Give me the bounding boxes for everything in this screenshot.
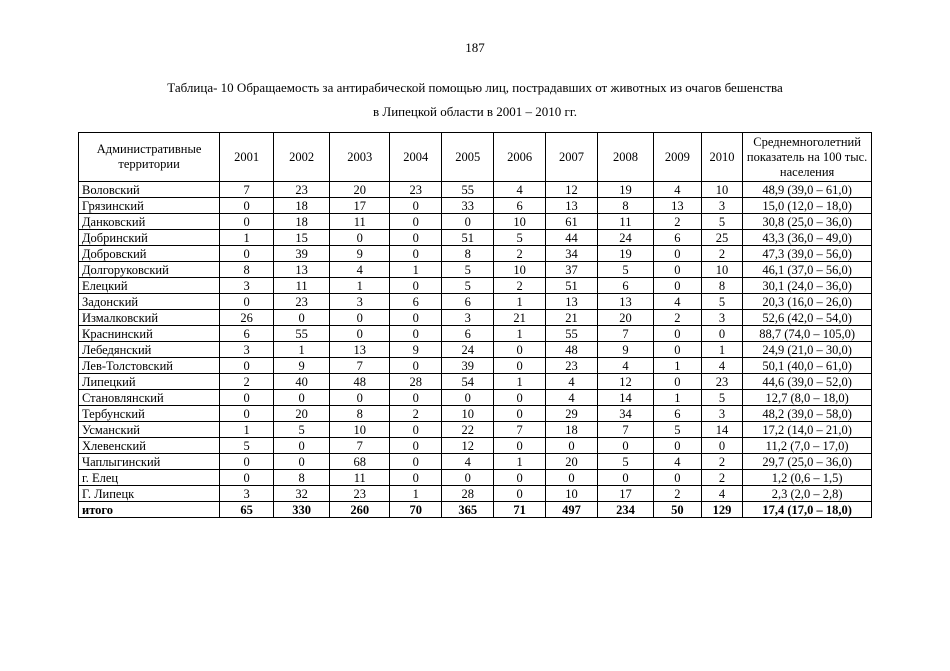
year-value-cell: 26 — [220, 310, 274, 326]
year-value-cell: 23 — [274, 182, 330, 198]
year-value-cell: 13 — [597, 294, 653, 310]
year-value-cell: 0 — [653, 278, 701, 294]
year-value-cell: 2 — [653, 310, 701, 326]
table-row — [79, 470, 872, 486]
territory-name-cell: Добринский — [79, 230, 220, 246]
territory-name-cell: Лебедянский — [79, 342, 220, 358]
year-value-cell: 24 — [597, 230, 653, 246]
year-value-cell: 5 — [494, 230, 546, 246]
table-row — [79, 454, 872, 470]
year-value-cell: 37 — [546, 262, 598, 278]
year-value-cell: 8 — [597, 198, 653, 214]
year-value-cell: 0 — [330, 390, 390, 406]
year-value-cell: 6 — [653, 406, 701, 422]
year-value-cell: 3 — [220, 278, 274, 294]
year-value-cell: 4 — [701, 358, 743, 374]
table-row — [79, 342, 872, 358]
year-value-cell: 0 — [220, 294, 274, 310]
year-value-cell: 0 — [701, 326, 743, 342]
year-value-cell: 5 — [442, 278, 494, 294]
year-value-cell: 13 — [546, 294, 598, 310]
year-value-cell: 9 — [390, 342, 442, 358]
table-row — [79, 406, 872, 422]
territory-name-cell: Грязинский — [79, 198, 220, 214]
year-value-cell: 4 — [653, 454, 701, 470]
year-value-cell: 0 — [442, 470, 494, 486]
year-value-cell: 3 — [220, 486, 274, 502]
territory-name-cell: Становлянский — [79, 390, 220, 406]
territory-name-cell: Тербунский — [79, 406, 220, 422]
average-rate-cell: 29,7 (25,0 – 36,0) — [743, 454, 872, 470]
year-value-cell: 4 — [597, 358, 653, 374]
year-value-cell: 21 — [494, 310, 546, 326]
territory-name-cell: Усманский — [79, 422, 220, 438]
year-value-cell: 18 — [274, 214, 330, 230]
year-value-cell: 14 — [701, 422, 743, 438]
year-value-cell: 1 — [653, 358, 701, 374]
average-rate-cell: 11,2 (7,0 – 17,0) — [743, 438, 872, 454]
year-value-cell: 0 — [390, 214, 442, 230]
territory-name-cell: Добровский — [79, 246, 220, 262]
year-value-cell: 0 — [390, 422, 442, 438]
year-value-cell: 2 — [701, 470, 743, 486]
year-value-cell: 39 — [442, 358, 494, 374]
year-value-cell: 0 — [597, 438, 653, 454]
year-value-cell: 10 — [442, 406, 494, 422]
average-rate-cell: 52,6 (42,0 – 54,0) — [743, 310, 872, 326]
year-value-cell: 13 — [653, 198, 701, 214]
year-value-cell: 12 — [442, 438, 494, 454]
year-value-cell: 0 — [330, 326, 390, 342]
year-value-cell: 1 — [494, 374, 546, 390]
year-value-cell: 8 — [220, 262, 274, 278]
year-value-cell: 1 — [494, 294, 546, 310]
year-value-cell: 20 — [330, 182, 390, 198]
year-value-cell: 23 — [390, 182, 442, 198]
year-value-cell: 1 — [220, 230, 274, 246]
year-value-cell: 44 — [546, 230, 598, 246]
data-table — [78, 132, 872, 518]
year-value-cell: 365 — [442, 502, 494, 518]
year-value-cell: 7 — [597, 422, 653, 438]
year-value-cell: 0 — [390, 198, 442, 214]
year-value-cell: 23 — [546, 358, 598, 374]
year-value-cell: 260 — [330, 502, 390, 518]
table-row — [79, 230, 872, 246]
column-header: 2009 — [653, 133, 701, 182]
year-value-cell: 20 — [546, 454, 598, 470]
year-value-cell: 0 — [274, 438, 330, 454]
territory-name-cell: Хлевенский — [79, 438, 220, 454]
territory-name-cell: итого — [79, 502, 220, 518]
year-value-cell: 2 — [390, 406, 442, 422]
year-value-cell: 1 — [653, 390, 701, 406]
year-value-cell: 0 — [390, 438, 442, 454]
territory-name-cell: Задонский — [79, 294, 220, 310]
table-caption: Таблица- 10 Обращаемость за антирабической помощью лиц, пострадавших от животных из очагов бешенства — [167, 80, 783, 95]
year-value-cell: 0 — [546, 438, 598, 454]
table-row — [79, 438, 872, 454]
territory-name-cell: Воловский — [79, 182, 220, 198]
average-rate-cell: 17,2 (14,0 – 21,0) — [743, 422, 872, 438]
table-row — [79, 374, 872, 390]
year-value-cell: 24 — [442, 342, 494, 358]
year-value-cell: 0 — [701, 438, 743, 454]
average-rate-cell: 20,3 (16,0 – 26,0) — [743, 294, 872, 310]
year-value-cell: 0 — [546, 470, 598, 486]
year-value-cell: 6 — [442, 326, 494, 342]
year-value-cell: 5 — [597, 262, 653, 278]
year-value-cell: 13 — [274, 262, 330, 278]
table-row — [79, 182, 872, 198]
year-value-cell: 10 — [701, 262, 743, 278]
year-value-cell: 6 — [494, 198, 546, 214]
year-value-cell: 51 — [546, 278, 598, 294]
year-value-cell: 33 — [442, 198, 494, 214]
year-value-cell: 11 — [330, 470, 390, 486]
average-rate-cell: 2,3 (2,0 – 2,8) — [743, 486, 872, 502]
year-value-cell: 0 — [274, 390, 330, 406]
year-value-cell: 7 — [597, 326, 653, 342]
year-value-cell: 0 — [494, 390, 546, 406]
year-value-cell: 2 — [701, 246, 743, 262]
year-value-cell: 5 — [597, 454, 653, 470]
average-rate-cell: 46,1 (37,0 – 56,0) — [743, 262, 872, 278]
year-value-cell: 20 — [597, 310, 653, 326]
year-value-cell: 0 — [390, 230, 442, 246]
year-value-cell: 0 — [220, 358, 274, 374]
year-value-cell: 0 — [494, 358, 546, 374]
year-value-cell: 18 — [274, 198, 330, 214]
year-value-cell: 15 — [274, 230, 330, 246]
average-rate-cell: 17,4 (17,0 – 18,0) — [743, 502, 872, 518]
year-value-cell: 2 — [653, 486, 701, 502]
year-value-cell: 497 — [546, 502, 598, 518]
year-value-cell: 14 — [597, 390, 653, 406]
year-value-cell: 0 — [442, 390, 494, 406]
year-value-cell: 4 — [330, 262, 390, 278]
year-value-cell: 1 — [390, 486, 442, 502]
year-value-cell: 12 — [597, 374, 653, 390]
column-header: 2001 — [220, 133, 274, 182]
year-value-cell: 11 — [274, 278, 330, 294]
year-value-cell: 7 — [220, 182, 274, 198]
year-value-cell: 0 — [442, 214, 494, 230]
year-value-cell: 28 — [442, 486, 494, 502]
year-value-cell: 17 — [597, 486, 653, 502]
year-value-cell: 1 — [390, 262, 442, 278]
year-value-cell: 2 — [701, 454, 743, 470]
table-row — [79, 390, 872, 406]
territory-name-cell: Лев-Толстовский — [79, 358, 220, 374]
table-caption-subtitle: в Липецкой области в 2001 – 2010 гг. — [372, 104, 577, 119]
year-value-cell: 0 — [653, 246, 701, 262]
year-value-cell: 39 — [274, 246, 330, 262]
column-header: 2008 — [597, 133, 653, 182]
year-value-cell: 0 — [390, 454, 442, 470]
year-value-cell: 0 — [653, 262, 701, 278]
year-value-cell: 6 — [442, 294, 494, 310]
year-value-cell: 29 — [546, 406, 598, 422]
year-value-cell: 0 — [220, 198, 274, 214]
year-value-cell: 68 — [330, 454, 390, 470]
year-value-cell: 54 — [442, 374, 494, 390]
year-value-cell: 55 — [274, 326, 330, 342]
year-value-cell: 5 — [701, 214, 743, 230]
year-value-cell: 13 — [330, 342, 390, 358]
year-value-cell: 25 — [701, 230, 743, 246]
year-value-cell: 1 — [274, 342, 330, 358]
year-value-cell: 0 — [390, 390, 442, 406]
year-value-cell: 0 — [390, 326, 442, 342]
year-value-cell: 0 — [220, 470, 274, 486]
year-value-cell: 234 — [597, 502, 653, 518]
year-value-cell: 10 — [494, 214, 546, 230]
year-value-cell: 34 — [597, 406, 653, 422]
average-rate-cell: 48,2 (39,0 – 58,0) — [743, 406, 872, 422]
year-value-cell: 5 — [220, 438, 274, 454]
table-row — [79, 486, 872, 502]
year-value-cell: 19 — [597, 246, 653, 262]
year-value-cell: 20 — [274, 406, 330, 422]
year-value-cell: 1 — [494, 326, 546, 342]
year-value-cell: 3 — [220, 342, 274, 358]
year-value-cell: 65 — [220, 502, 274, 518]
year-value-cell: 18 — [546, 422, 598, 438]
year-value-cell: 330 — [274, 502, 330, 518]
average-rate-cell: 15,0 (12,0 – 18,0) — [743, 198, 872, 214]
year-value-cell: 4 — [653, 294, 701, 310]
average-rate-cell: 30,1 (24,0 – 36,0) — [743, 278, 872, 294]
year-value-cell: 23 — [274, 294, 330, 310]
table-header-row — [79, 133, 872, 182]
year-value-cell: 40 — [274, 374, 330, 390]
average-rate-cell: 44,6 (39,0 – 52,0) — [743, 374, 872, 390]
year-value-cell: 8 — [274, 470, 330, 486]
year-value-cell: 61 — [546, 214, 598, 230]
table-row — [79, 358, 872, 374]
year-value-cell: 2 — [494, 278, 546, 294]
column-header: 2010 — [701, 133, 743, 182]
year-value-cell: 48 — [546, 342, 598, 358]
table-body — [79, 182, 872, 518]
year-value-cell: 4 — [546, 390, 598, 406]
year-value-cell: 0 — [597, 470, 653, 486]
territory-name-cell: Измалковский — [79, 310, 220, 326]
table-row — [79, 310, 872, 326]
year-value-cell: 55 — [546, 326, 598, 342]
year-value-cell: 0 — [220, 246, 274, 262]
year-value-cell: 0 — [220, 390, 274, 406]
year-value-cell: 9 — [597, 342, 653, 358]
year-value-cell: 4 — [701, 486, 743, 502]
year-value-cell: 8 — [330, 406, 390, 422]
year-value-cell: 4 — [494, 182, 546, 198]
year-value-cell: 5 — [274, 422, 330, 438]
year-value-cell: 10 — [701, 182, 743, 198]
column-header: 2002 — [274, 133, 330, 182]
year-value-cell: 70 — [390, 502, 442, 518]
year-value-cell: 1 — [330, 278, 390, 294]
table-row — [79, 422, 872, 438]
table-row — [79, 246, 872, 262]
year-value-cell: 1 — [494, 454, 546, 470]
year-value-cell: 11 — [597, 214, 653, 230]
year-value-cell: 6 — [597, 278, 653, 294]
year-value-cell: 0 — [274, 310, 330, 326]
year-value-cell: 0 — [220, 454, 274, 470]
year-value-cell: 2 — [220, 374, 274, 390]
year-value-cell: 0 — [494, 486, 546, 502]
year-value-cell: 21 — [546, 310, 598, 326]
year-value-cell: 0 — [220, 214, 274, 230]
year-value-cell: 48 — [330, 374, 390, 390]
year-value-cell: 10 — [330, 422, 390, 438]
year-value-cell: 4 — [442, 454, 494, 470]
year-value-cell: 7 — [330, 358, 390, 374]
column-header: Административные территории — [79, 133, 220, 182]
year-value-cell: 9 — [330, 246, 390, 262]
average-rate-cell: 43,3 (36,0 – 49,0) — [743, 230, 872, 246]
average-rate-cell: 30,8 (25,0 – 36,0) — [743, 214, 872, 230]
year-value-cell: 0 — [653, 438, 701, 454]
average-rate-cell: 47,3 (39,0 – 56,0) — [743, 246, 872, 262]
year-value-cell: 0 — [390, 246, 442, 262]
territory-name-cell: г. Елец — [79, 470, 220, 486]
year-value-cell: 7 — [494, 422, 546, 438]
year-value-cell: 71 — [494, 502, 546, 518]
year-value-cell: 10 — [494, 262, 546, 278]
page-number: 187 — [465, 40, 485, 55]
year-value-cell: 51 — [442, 230, 494, 246]
territory-name-cell: Елецкий — [79, 278, 220, 294]
year-value-cell: 1 — [220, 422, 274, 438]
year-value-cell: 10 — [546, 486, 598, 502]
year-value-cell: 5 — [653, 422, 701, 438]
year-value-cell: 3 — [701, 406, 743, 422]
column-header: 2005 — [442, 133, 494, 182]
table-row — [79, 262, 872, 278]
year-value-cell: 9 — [274, 358, 330, 374]
year-value-cell: 55 — [442, 182, 494, 198]
table-total-row — [79, 502, 872, 518]
average-rate-cell: 24,9 (21,0 – 30,0) — [743, 342, 872, 358]
year-value-cell: 6 — [653, 230, 701, 246]
territory-name-cell: Г. Липецк — [79, 486, 220, 502]
year-value-cell: 1 — [701, 342, 743, 358]
year-value-cell: 0 — [653, 374, 701, 390]
year-value-cell: 4 — [653, 182, 701, 198]
year-value-cell: 50 — [653, 502, 701, 518]
year-value-cell: 0 — [390, 470, 442, 486]
average-rate-cell: 12,7 (8,0 – 18,0) — [743, 390, 872, 406]
year-value-cell: 7 — [330, 438, 390, 454]
table-row — [79, 214, 872, 230]
territory-name-cell: Долгоруковский — [79, 262, 220, 278]
column-header: 2007 — [546, 133, 598, 182]
year-value-cell: 0 — [653, 342, 701, 358]
year-value-cell: 0 — [330, 310, 390, 326]
average-rate-cell: 1,2 (0,6 – 1,5) — [743, 470, 872, 486]
year-value-cell: 0 — [494, 342, 546, 358]
table-row — [79, 278, 872, 294]
year-value-cell: 0 — [494, 406, 546, 422]
year-value-cell: 0 — [494, 438, 546, 454]
year-value-cell: 6 — [220, 326, 274, 342]
year-value-cell: 8 — [442, 246, 494, 262]
territory-name-cell: Липецкий — [79, 374, 220, 390]
average-rate-cell: 48,9 (39,0 – 61,0) — [743, 182, 872, 198]
year-value-cell: 0 — [390, 358, 442, 374]
year-value-cell: 5 — [701, 294, 743, 310]
year-value-cell: 3 — [701, 198, 743, 214]
year-value-cell: 34 — [546, 246, 598, 262]
year-value-cell: 3 — [701, 310, 743, 326]
year-value-cell: 0 — [390, 278, 442, 294]
table-row — [79, 326, 872, 342]
year-value-cell: 2 — [653, 214, 701, 230]
average-rate-cell: 50,1 (40,0 – 61,0) — [743, 358, 872, 374]
year-value-cell: 11 — [330, 214, 390, 230]
average-rate-cell: 88,7 (74,0 – 105,0) — [743, 326, 872, 342]
column-header: 2003 — [330, 133, 390, 182]
year-value-cell: 22 — [442, 422, 494, 438]
year-value-cell: 23 — [701, 374, 743, 390]
table-row — [79, 198, 872, 214]
territory-name-cell: Краснинский — [79, 326, 220, 342]
year-value-cell: 0 — [494, 470, 546, 486]
year-value-cell: 32 — [274, 486, 330, 502]
year-value-cell: 5 — [701, 390, 743, 406]
year-value-cell: 0 — [330, 230, 390, 246]
territory-name-cell: Данковский — [79, 214, 220, 230]
territory-name-cell: Чаплыгинский — [79, 454, 220, 470]
year-value-cell: 3 — [442, 310, 494, 326]
year-value-cell: 2 — [494, 246, 546, 262]
column-header: 2006 — [494, 133, 546, 182]
year-value-cell: 4 — [546, 374, 598, 390]
year-value-cell: 0 — [653, 326, 701, 342]
year-value-cell: 8 — [701, 278, 743, 294]
column-header: 2004 — [390, 133, 442, 182]
year-value-cell: 129 — [701, 502, 743, 518]
year-value-cell: 12 — [546, 182, 598, 198]
year-value-cell: 6 — [390, 294, 442, 310]
year-value-cell: 5 — [442, 262, 494, 278]
year-value-cell: 17 — [330, 198, 390, 214]
year-value-cell: 19 — [597, 182, 653, 198]
year-value-cell: 0 — [274, 454, 330, 470]
year-value-cell: 23 — [330, 486, 390, 502]
table-row — [79, 294, 872, 310]
year-value-cell: 13 — [546, 198, 598, 214]
year-value-cell: 3 — [330, 294, 390, 310]
year-value-cell: 28 — [390, 374, 442, 390]
column-header: Среднемноголетний показатель на 100 тыс. населения — [743, 133, 872, 182]
year-value-cell: 0 — [220, 406, 274, 422]
year-value-cell: 0 — [390, 310, 442, 326]
year-value-cell: 0 — [653, 470, 701, 486]
